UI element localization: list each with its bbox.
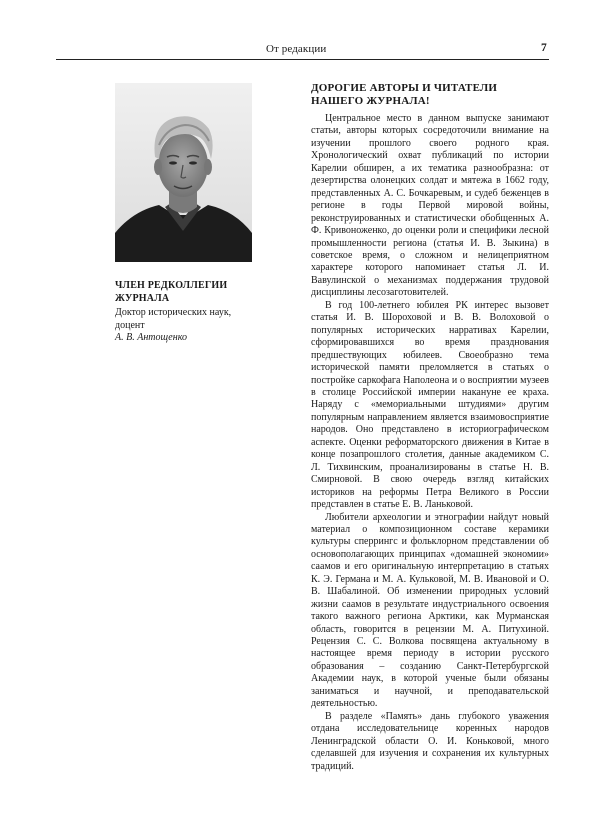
editorial-role: [115, 279, 275, 305]
article-heading: [311, 82, 551, 108]
heading-line: ДОРОГИЕ АВТОРЫ И ЧИТАТЕЛИ: [311, 82, 498, 94]
role-line: ЧЛЕН РЕДКОЛЛЕГИИ: [115, 280, 228, 291]
article-paragraph: В разделе «Память» дань глубокого уважения отдана исследовательнице коренных народов Ленинградской области О. И. Коньковой, много сделавшей для изучения и сохранения их культурных традиций.: [311, 710, 549, 772]
portrait-image: [115, 83, 252, 262]
role-line: ЖУРНАЛА: [115, 293, 170, 304]
article-paragraph: Центральное место в данном выпуске занимают статьи, авторы которых сосредоточили внимание на изучении прошлого своего родного края. Хронологический охват публикаций по истории Карелии обширен, а их тематика разнообразна: от дезертирства олонецких солдат и мятежа в 1662 году, представленных А. С. Бочкаревым, и судеб беженцев в регионе в годы Первой мировой войны, реконструированных и статистически обобщенных А. Ф. Кривоноженко, до оценки роли и специфики лесной промышленности региона (статья И. В. Зыкина) в советское время, о сложном и нелицеприятном характере которого напоминает статья Л. И. Вавулинской о механизмах поддержания трудовой дисциплины лесозаготовителей.: [311, 113, 549, 299]
running-header-section: От редакции: [266, 43, 327, 55]
article-paragraph: В год 100-летнего юбилея РК интерес вызовет статья И. В. Шороховой и В. В. Волоховой о популярных исторических нарративах Карелии, сформировавшихся во время празднования предшествующих юбилеев. Своеобразно тема исторической памяти преломляется в статьях о постройке саркофага Наполеона и о восприятии музеев в столице Российской империи накануне ее краха. Наряду с «мемориальными штудиями» другим популярным направлением является взаимовосприятие народов. Оно представлено в историографическом аспекте. Оценки реформаторского движения в Китае в конце позапрошлого столетия, данные академиком С. Л. Тихвинским, проанализированы в статье Н. В. Смирновой. В свою очередь взгляд китайских историков на реформы Петра Великого в России представлен в статье Е. В. Ланьковой.: [311, 299, 549, 511]
author-signature: А. В. Антощенко: [115, 332, 188, 343]
header-rule: [56, 59, 549, 60]
article-body: [311, 113, 549, 773]
page-number: 7: [541, 42, 547, 54]
article-paragraph: Любители археологии и этнографии найдут новый материал о композиционном составе керамики культуры сперрингс и фольклорном представлении об основополагающих принципах «домашней экономии» саамов и его оригинальную интерпретацию в статьях К. Э. Германа и М. А. Кульковой, М. В. Ивановой и О. В. Шабалиной. Об изменении природных условий жизни саамов в результате индустриального освоения такого важного региона Арктики, как Мурманская область, говорится в рецензии М. А. Питухиной. Рецензия С. С. Волкова посвящена актуальному в настоящее время периоду в истории русского образования – созданию Санкт-Петербургской Академии наук, в которой ученые были обязаны заниматься и научной, и преподавательской деятельностью.: [311, 511, 549, 710]
academic-degree: [115, 306, 275, 332]
heading-line: НАШЕГО ЖУРНАЛА!: [311, 95, 430, 107]
degree-line: доцент: [115, 320, 145, 331]
degree-line: Доктор исторических наук,: [115, 307, 232, 318]
author-photo: [115, 83, 252, 262]
